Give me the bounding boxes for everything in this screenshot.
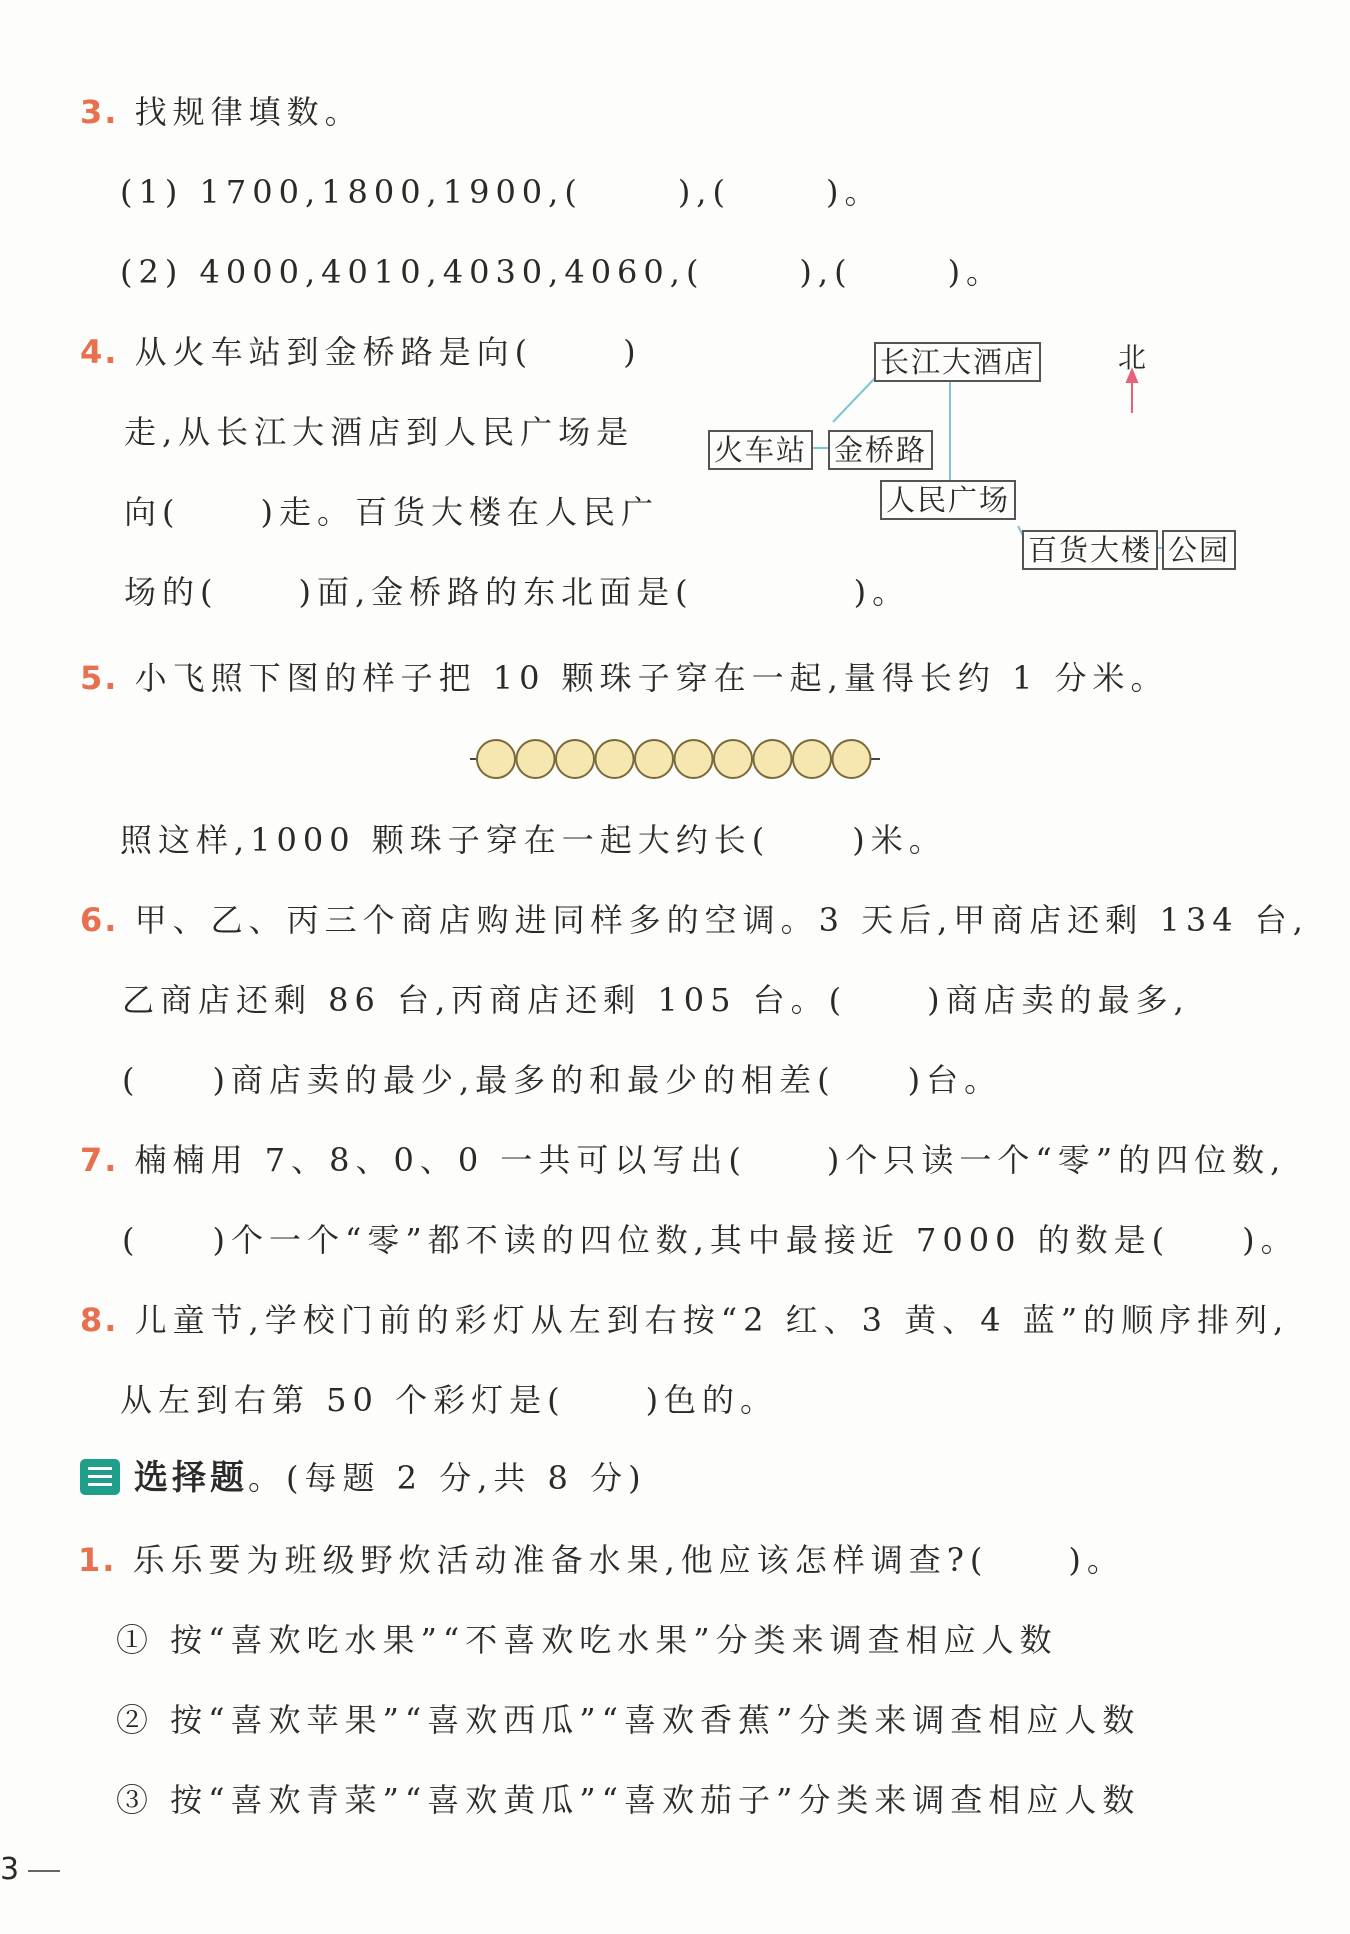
question-number: 1.	[78, 1541, 117, 1579]
map-label-jinqiao: 金桥路	[828, 430, 933, 470]
q5-line2-end: )米。	[852, 821, 947, 859]
question-number: 5.	[80, 659, 119, 697]
bead	[556, 740, 594, 778]
q7-line1-text: 楠楠用 7、8、0、0 一共可以写出(	[134, 1141, 747, 1179]
q6-line2-text: 乙商店还剩 86 台,丙商店还剩 105 台。(	[122, 981, 848, 1019]
q5-line1	[80, 658, 1169, 698]
bead	[477, 740, 515, 778]
q5-line2-text: 照这样,1000 颗珠子穿在一起大约长(	[120, 821, 771, 859]
q4-line1	[80, 332, 642, 372]
north-label: 北	[1118, 341, 1147, 374]
q4-line4-end: )。	[853, 573, 911, 611]
question-number: 6.	[80, 901, 119, 939]
map-label-station: 火车站	[708, 430, 813, 470]
q3-item2-text: (2) 4000,4010,4030,4060,(	[120, 253, 705, 291]
q8-line2-end: )色的。	[645, 1381, 779, 1419]
q6-line3	[122, 1060, 1002, 1100]
page-number: 3	[0, 1852, 20, 1887]
q4-line3-text: 向(	[124, 493, 181, 531]
bead	[793, 740, 831, 778]
q3-item2-sep: ),(	[799, 253, 853, 291]
q6-line3-text: )商店卖的最少,最多的和最少的相差(	[212, 1061, 836, 1099]
q4-line3-end: )走。百货大楼在人民广	[260, 493, 659, 531]
q4-line2-text: 走,从长江大酒店到人民广场是	[124, 413, 635, 451]
q3-title: 找规律填数。	[134, 93, 363, 131]
bead	[714, 740, 752, 778]
q3-item2	[120, 252, 1004, 292]
q8-line1-text: 儿童节,学校门前的彩灯从左到右按“2 红、3 黄、4 蓝”的顺序排列,	[134, 1301, 1290, 1339]
q3-item1-text: (1) 1700,1800,1900,(	[120, 173, 583, 211]
q4-line2	[124, 412, 634, 452]
s3q1-option-3[interactable]	[116, 1780, 1140, 1820]
bead	[517, 740, 555, 778]
q7-line2-start: (	[122, 1221, 141, 1259]
map-label-square: 人民广场	[880, 480, 1016, 520]
question-number: 4.	[80, 333, 119, 371]
q6-line1-text: 甲、乙、丙三个商店购进同样多的空调。3 天后,甲商店还剩 134 台,	[134, 901, 1309, 939]
q7-line2-end: )。	[1242, 1221, 1299, 1259]
q6-line1	[80, 900, 1309, 940]
question-number: 7.	[80, 1141, 119, 1179]
option-text: ③ 按“喜欢青菜”“喜欢黄瓜”“喜欢茄子”分类来调查相应人数	[116, 1781, 1141, 1819]
bead-string-figure	[470, 734, 880, 784]
q8-line2-text: 从左到右第 50 个彩灯是(	[120, 1381, 566, 1419]
bead	[635, 740, 673, 778]
s3q1-option-1[interactable]	[116, 1620, 1058, 1660]
page-number-dash	[28, 1870, 60, 1872]
bead	[596, 740, 634, 778]
question-number: 3.	[80, 93, 119, 131]
q7-line1-end: )个只读一个“零”的四位数,	[826, 1141, 1287, 1179]
map-label-hotel: 长江大酒店	[874, 342, 1041, 382]
bead	[754, 740, 792, 778]
q6-line2-end: )商店卖的最多,	[927, 981, 1190, 1019]
q7-line1	[80, 1140, 1286, 1180]
q5-line2	[120, 820, 947, 860]
q7-line2	[122, 1220, 1299, 1260]
q6-line3-start: (	[122, 1061, 141, 1099]
q5-text: 小飞照下图的样子把 10 颗珠子穿在一起,量得长约 1 分米。	[134, 659, 1169, 697]
q7-line2-text: )个一个“零”都不读的四位数,其中最接近 7000 的数是(	[212, 1221, 1171, 1259]
s3q1-option-2[interactable]	[116, 1700, 1140, 1740]
q4-line3	[124, 492, 659, 532]
section-three-icon	[80, 1459, 120, 1495]
s3q1-stem-text: 乐乐要为班级野炊活动准备水果,他应该怎样调查?(	[132, 1541, 989, 1579]
q4-line4-text: 场的(	[124, 573, 219, 611]
q4-line4-mid: )面,金桥路的东北面是(	[298, 573, 694, 611]
question-number: 8.	[80, 1301, 119, 1339]
bead	[833, 740, 871, 778]
option-text: ① 按“喜欢吃水果”“不喜欢吃水果”分类来调查相应人数	[116, 1621, 1058, 1659]
q3-item1	[120, 172, 882, 212]
q8-line2	[120, 1380, 778, 1420]
map-label-store: 百货大楼	[1022, 530, 1158, 570]
map-label-park: 公园	[1162, 530, 1236, 570]
s3q1-stem	[78, 1540, 1125, 1580]
q6-line3-end: )台。	[907, 1061, 1003, 1099]
q4-line1-text: 从火车站到金桥路是向(	[134, 333, 534, 371]
section-title: 选择题	[134, 1458, 248, 1498]
bead	[675, 740, 713, 778]
q3-item1-sep: ),(	[677, 173, 731, 211]
q3-item1-end: )。	[825, 173, 883, 211]
line-hotel-jinqiao	[833, 378, 875, 422]
q6-line2	[122, 980, 1190, 1020]
q3-item2-end: )。	[947, 253, 1005, 291]
option-text: ② 按“喜欢苹果”“喜欢西瓜”“喜欢香蕉”分类来调查相应人数	[116, 1701, 1141, 1739]
q3-title-line	[80, 92, 363, 132]
s3q1-stem-end: )。	[1068, 1541, 1125, 1579]
q4-line1-end: )	[623, 333, 642, 371]
section-note: 。(每题 2 分,共 8 分)	[248, 1459, 647, 1497]
q8-line1	[80, 1300, 1289, 1340]
section-header	[80, 1458, 647, 1498]
